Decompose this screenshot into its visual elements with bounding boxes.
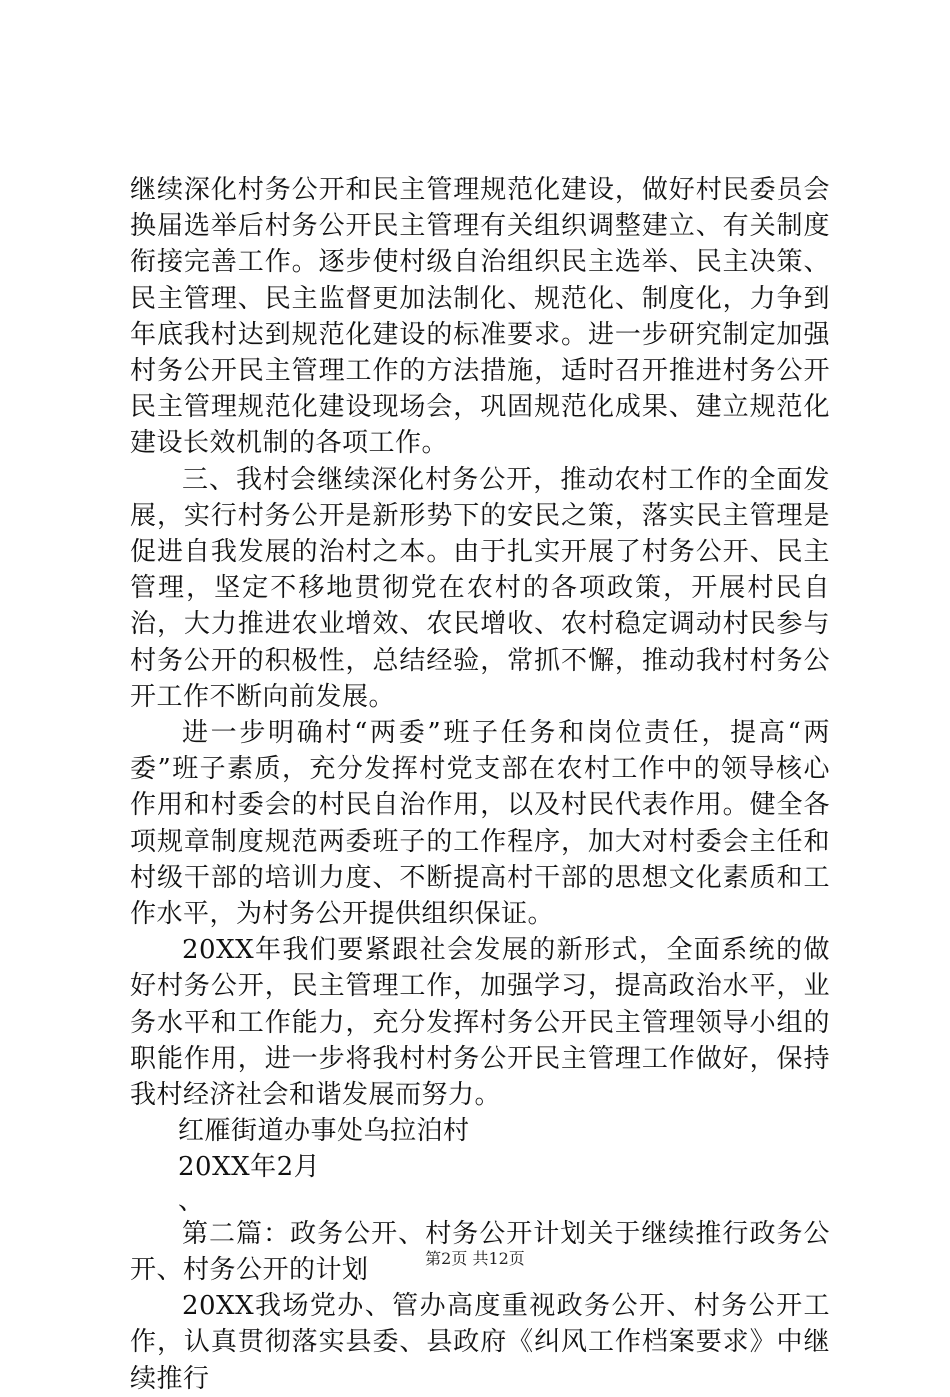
paragraph-3: 进一步明确村“两委”班子任务和岗位责任，提高“两委”班子素质，充分发挥村党支部在农村工作中的领导核心作用和村委会的村民自治作用，以及村民代表作用。健全各项规章制度规范两委班子的工作程序，加大对村委会主任和村级干部的培训力度、不断提高村干部的思想文化素质和工作水平，为村务公开提供组织保证。 xyxy=(130,718,830,930)
paragraph-2: 三、我村会继续深化村务公开，推动农村工作的全面发展，实行村务公开是新形势下的安民之策，落实民主管理是促进自我发展的治村之本。由于扎实开展了村务公开、民主管理，坚定不移地贯彻党在农村的各项政策，开展村民自治，大力推进农业增效、农民增收、农村稳定调动村民参与村务公开的积极性，总结经验，常抓不懈，推动我村村务公开工作不断向前发展。 xyxy=(130,464,830,712)
separator-mark: 、 xyxy=(178,1185,205,1216)
signature-org: 红雁街道办事处乌拉泊村 xyxy=(178,1116,470,1147)
section2-title: 第二篇：政务公开、村务公开计划关于继续推行政务公开、村务公开的计划 xyxy=(130,1218,830,1285)
section2-paragraph: 20XX我场党办、管办高度重视政务公开、村务公开工作，认真贯彻落实县委、县政府《纠风工作档案要求》中继续推行 xyxy=(130,1291,830,1394)
paragraph-4: 20XX年我们要紧跟社会发展的新形式，全面系统的做好村务公开，民主管理工作，加强学习，提高政治水平，业务水平和工作能力，充分发挥村务公开民主管理领导小组的职能作用，进一步将我村村务公开民主管理工作做好，保持我村经济社会和谐发展而努力。 xyxy=(130,935,830,1111)
page-footer: 第2页 共12页 xyxy=(425,1249,525,1268)
document-body xyxy=(130,172,830,1397)
paragraph-1: 继续深化村务公开和民主管理规范化建设，做好村民委员会换届选举后村务公开民主管理有关组织调整建立、有关制度衔接完善工作。逐步使村级自治组织民主选举、民主决策、民主管理、民主监督更加法制化、规范化、制度化，力争到年底我村达到规范化建设的标准要求。进一步研究制定加强村务公开民主管理工作的方法措施，适时召开推进村务公开民主管理规范化建设现场会，巩固规范化成果、建立规范化建设长效机制的各项工作。 xyxy=(130,175,830,459)
signature-date: 20XX年2月 xyxy=(178,1152,321,1183)
